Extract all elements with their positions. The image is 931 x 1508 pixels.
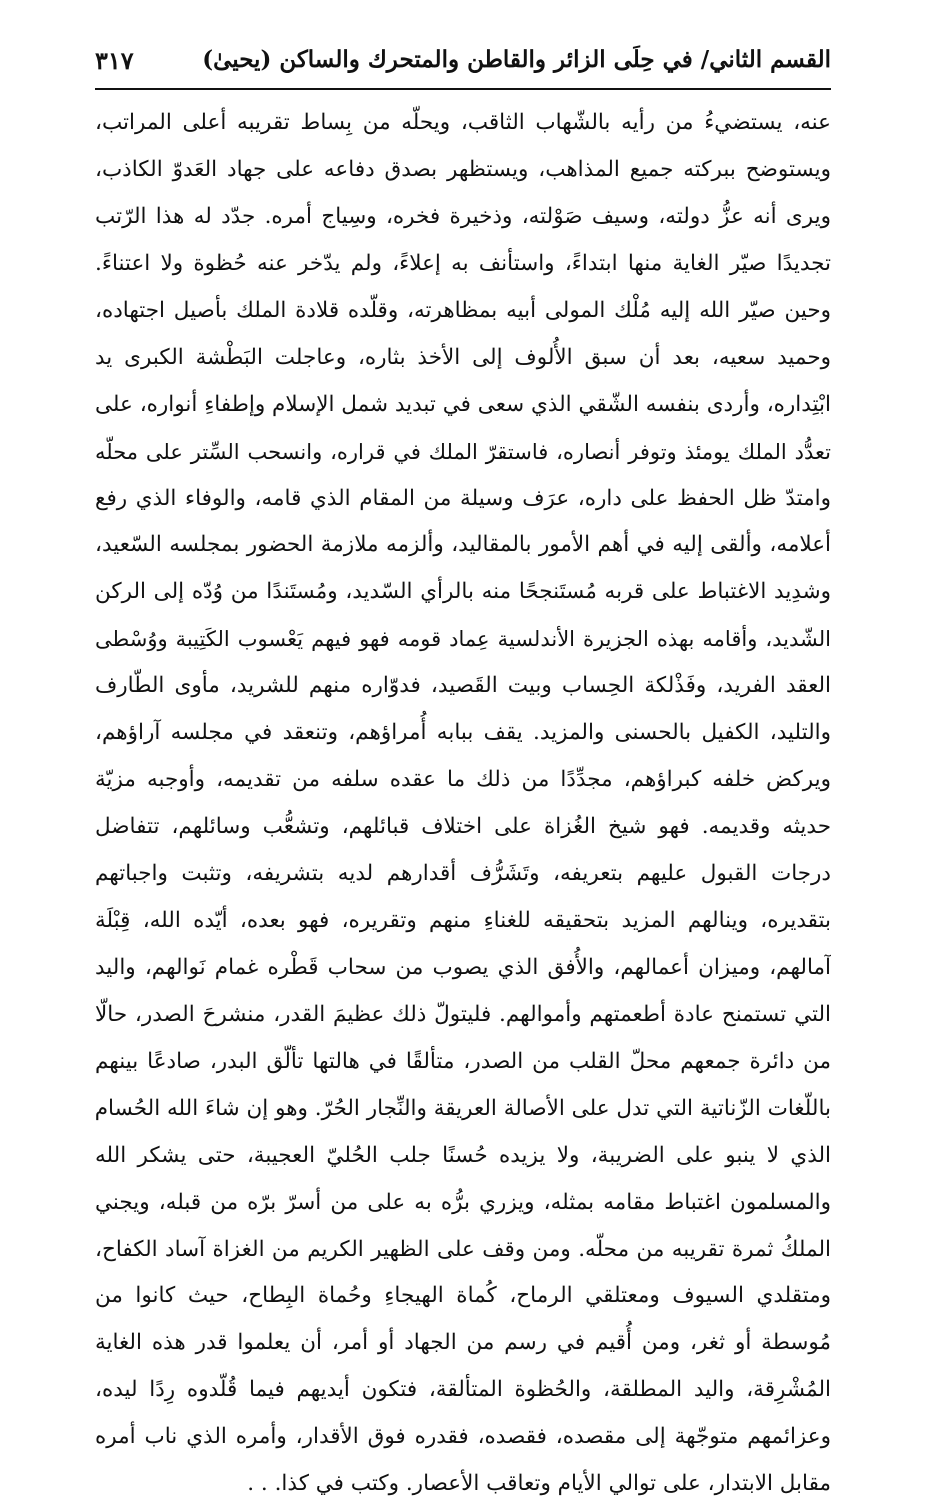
text-line: حديثه وقديمه. فهو شيخ الغُزاة على اختلاف قبائلهم، وتشعُّب وسائلهم، تتفاضل — [95, 814, 831, 840]
text-line: مُوسطة أو ثغر، ومن أُقيم في رسم من الجهاد أو أمر، أن يعلموا قدر هذه الغاية — [95, 1330, 831, 1356]
text-line: التي تستمنح عادة أطعمتهم وأموالهم. فليتولّ ذلك عظيمَ القدر، منشرحَ الصدر، حالّا — [95, 1001, 831, 1027]
page-number: ٣١٧ — [95, 46, 134, 75]
header-title: القسم الثاني/ في حِلَى الزائر والقاطن والمتحرك والساكن (يحيىٰ) — [202, 46, 831, 73]
text-line: مقابل الابتدار، على توالي الأيام وتعاقب الأعصار. وكتب في كذا. . . — [247, 1471, 831, 1497]
text-line: الذي لا ينبو على الضريبة، ولا يزيده حُسنًا جلب الحُليّ العجيبة، حتى يشكر الله — [95, 1142, 831, 1168]
text-line: ابْتِداره، وأردى بنفسه الشّقي الذي سعى في تبديد شمل الإسلام وإطفاءِ أنواره، على — [95, 391, 831, 417]
text-line: باللّغات الزّناتية التي تدل على الأصالة العريقة والنِّجار الحُرّ. وهو إن شاءَ الله الحُسام — [95, 1095, 831, 1121]
text-line: الشّديد، وأقامه بهذه الجزيرة الأندلسية عِماد قومه فهو فيهم يَعْسوب الكَتِيبة ووُسْطى — [95, 627, 831, 652]
text-line: ويستوضح ببركته جميع المذاهب، ويستظهر بصدق دفاعه على جهاد العَدوّ الكاذب، — [95, 156, 831, 182]
text-line: ومتقلدي السيوف ومعتلقي الرماح، كُماة الهيجاءِ وحُماة البِطاح، حيث كانوا من — [95, 1283, 831, 1309]
header-rule — [95, 88, 831, 90]
text-line: أعلامه، وألقى إليه في أهم الأمور بالمقاليد، وألزمه ملازمة الحضور بمجلسه السّعيد، — [95, 532, 831, 558]
body-text — [95, 100, 831, 1508]
running-header — [95, 40, 831, 90]
text-line: عنه، يستضيءُ من رأيه بالشّهاب الثاقب، ويحلّه من بِساط تقريبه أعلى المراتب، — [95, 110, 831, 135]
text-line: تعدُّد الملك يومئذ وتوفر أنصاره، فاستقرّ الملك في قراره، وانسحب السِّتر على محلّه — [95, 439, 831, 464]
text-line: وشدِيد الاغتباط على قربه مُستَنجحًا منه بالرأي السّديد، ومُستَندًا من وُدّه إلى الركن — [95, 579, 831, 605]
text-line: وعزائمهم متوجّهة إلى مقصده، فقصده، فقدره فوق الأقدار، وأمره الذي ناب أمره — [95, 1424, 831, 1450]
text-line: وحميد سعيه، بعد أن سبق الأُلوف إلى الأخذ بثاره، وعاجلت البَطْشة الكبرى يد — [95, 344, 831, 370]
text-line: ويرى أنه عزُّ دولته، وسيف صَوْلته، وذخيرة فخره، وسِياج أمره. جدّد له هذا الرّتب — [95, 203, 831, 229]
text-line: وامتدّ ظل الحفظ على داره، عرَف وسيلة من المقام الذي قامه، والوفاء الذي رفع — [95, 485, 831, 511]
text-line: الملكُ ثمرة تقريبه من محلّه. ومن وقف على الظهير الكريم من الغزاة آساد الكفاح، — [95, 1236, 831, 1262]
text-line: والمسلمون اغتباط مقامه بمثله، ويزري برُّه به على من أسرّ برّه من قبله، ويجني — [95, 1189, 831, 1215]
text-line: تجديدًا صيّر الغاية منها ابتداءً، واستأنف به إعلاءً، ولم يدّخر عنه حُظوة ولا اعتناءً. — [95, 250, 831, 276]
text-line: بتقديره، وينالهم المزيد بتحقيقه للغناءِ منهم وتقريره، فهو بعده، أيّده الله، قِبْلَة — [95, 907, 831, 933]
text-line: العقد الفريد، وفَذْلكة الحِساب وبيت القَصيد، فدوّاره منهم للشريد، مأوى الطّارف — [95, 673, 831, 699]
text-line: وحين صيّر الله إليه مُلْك المولى أبيه بمظاهرته، وقلّده قلادة الملك بأصيل اجتهاده، — [95, 297, 831, 323]
text-line: والتليد، الكفيل بالحسنى والمزيد. يقف ببابه أُمراؤهم، وتنعقد في مجلسه آراؤهم، — [95, 720, 831, 746]
text-line: آمالهم، وميزان أعمالهم، والأُفق الذي يصوب من سحاب قَطْره غمام نَوالهم، واليد — [95, 954, 831, 980]
text-line: درجات القبول عليهم بتعريفه، وتَشَرُّف أقدارهم لديه بتشريفه، وتثبت واجباتهم — [95, 861, 831, 886]
text-line: ويركض خلفه كبراؤهم، مجدِّدًا من ذلك ما عقده سلفه من تقديمه، وأوجبه مزيّة — [95, 767, 831, 793]
text-line: من دائرة جمعهم محلّ القلب من الصدر، متألقًا في هالتها تألّق البدر، صادعًا بينهم — [95, 1048, 831, 1074]
text-line: المُشْرِقة، واليد المطلقة، والحُظوة المتألقة، فتكون أيديهم فيما قُلّدوه رِدًا ليده، — [95, 1377, 831, 1403]
